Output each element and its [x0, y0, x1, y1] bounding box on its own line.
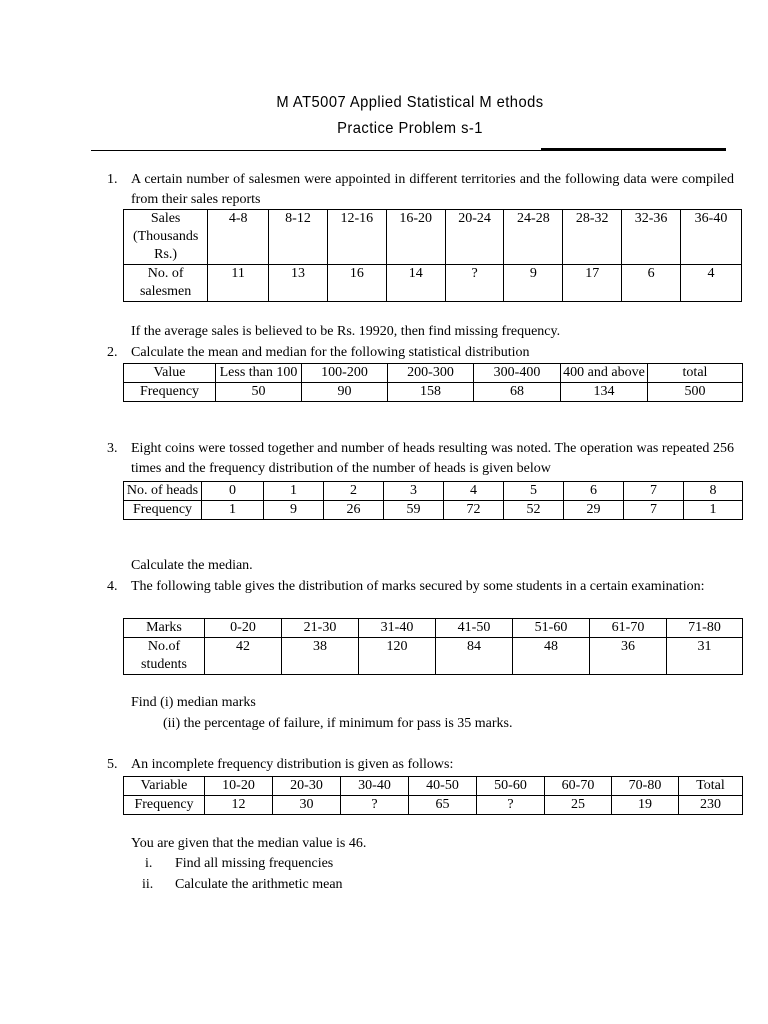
table-cell: 71-80	[667, 619, 743, 638]
table-cell: 48	[513, 638, 590, 675]
table-cell: 52	[504, 501, 564, 520]
table-cell: 0	[202, 482, 264, 501]
table-cell: 13	[269, 265, 328, 302]
table-cell: 1	[684, 501, 743, 520]
table-cell: 60-70	[545, 777, 612, 796]
table-cell: Total	[679, 777, 743, 796]
table-cell: 16	[327, 265, 386, 302]
table-cell: 24-28	[504, 210, 563, 265]
page-subtitle: Practice Problem s-1	[337, 120, 483, 137]
question-3-instruction: Calculate the median.	[131, 558, 253, 573]
table-cell: 4-8	[208, 210, 269, 265]
table-row	[124, 619, 743, 638]
table-cell: 12	[205, 796, 273, 815]
question-5-sub-ii-number: ii.	[142, 877, 154, 892]
table-cell: 61-70	[590, 619, 667, 638]
table-cell: 12-16	[327, 210, 386, 265]
table-cell: 5	[504, 482, 564, 501]
coin-heads-table	[123, 481, 743, 520]
table-cell: 19	[612, 796, 679, 815]
table-cell: 400 and above	[561, 364, 648, 383]
question-1-text: A certain number of salesmen were appointed in different territories and the following data were compiled from their sales reports	[131, 172, 734, 207]
table-cell: 9	[504, 265, 563, 302]
question-3-text: Eight coins were tossed together and number of heads resulting was noted. The operation was repeated 256 times and the frequency distribution of the number of heads is given below	[131, 441, 734, 476]
table-cell: 41-50	[436, 619, 513, 638]
table-cell: 500	[648, 383, 743, 402]
question-1-instruction: If the average sales is believed to be Rs. 19920, then find missing frequency.	[131, 324, 561, 339]
table-cell: 6	[564, 482, 624, 501]
table-cell: 6	[622, 265, 681, 302]
value-frequency-table	[123, 363, 743, 402]
table-row	[124, 383, 743, 402]
table-cell: 31	[667, 638, 743, 675]
header-underline	[541, 148, 726, 150]
table-row	[124, 501, 743, 520]
question-2-number: 2.	[107, 345, 118, 360]
table-cell: 84	[436, 638, 513, 675]
table-row-header: No. of salesmen	[124, 265, 208, 302]
marks-table	[123, 618, 743, 675]
table-cell: 200-300	[388, 364, 474, 383]
table-cell: Less than 100	[216, 364, 302, 383]
header-divider	[91, 150, 726, 151]
table-cell: 120	[359, 638, 436, 675]
table-row-header: Frequency	[124, 383, 216, 402]
table-row	[124, 796, 743, 815]
table-cell: 7	[624, 482, 684, 501]
table-cell: 4	[681, 265, 742, 302]
table-row-header: Marks	[124, 619, 205, 638]
table-cell: 29	[564, 501, 624, 520]
table-cell: 32-36	[622, 210, 681, 265]
table-cell: 0-20	[205, 619, 282, 638]
table-row	[124, 265, 742, 302]
table-cell: 30	[273, 796, 341, 815]
table-row	[124, 638, 743, 675]
table-cell: 30-40	[341, 777, 409, 796]
table-cell: 21-30	[282, 619, 359, 638]
table-cell: 20-30	[273, 777, 341, 796]
question-3-number: 3.	[107, 441, 118, 456]
table-row-header: No.of students	[124, 638, 205, 675]
table-cell: 9	[264, 501, 324, 520]
table-cell: 1	[202, 501, 264, 520]
question-4-part-i: Find (i) median marks	[131, 695, 256, 710]
question-2-text: Calculate the mean and median for the following statistical distribution	[131, 345, 530, 360]
table-cell: 25	[545, 796, 612, 815]
question-5-sub-ii-text: Calculate the arithmetic mean	[175, 877, 343, 892]
table-cell: 7	[624, 501, 684, 520]
table-cell: 42	[205, 638, 282, 675]
table-row	[124, 777, 743, 796]
table-row-header: Value	[124, 364, 216, 383]
question-4-part-ii: (ii) the percentage of failure, if minimum for pass is 35 marks.	[163, 716, 513, 731]
table-cell: 3	[384, 482, 444, 501]
question-5-number: 5.	[107, 757, 118, 772]
table-row	[124, 364, 743, 383]
table-cell: 1	[264, 482, 324, 501]
table-cell: 50-60	[477, 777, 545, 796]
table-cell: 51-60	[513, 619, 590, 638]
table-cell: 28-32	[563, 210, 622, 265]
table-cell: 134	[561, 383, 648, 402]
table-row-header: Variable	[124, 777, 205, 796]
table-cell: 31-40	[359, 619, 436, 638]
table-row	[124, 482, 743, 501]
table-row-header: Frequency	[124, 796, 205, 815]
table-cell: 10-20	[205, 777, 273, 796]
table-cell: 65	[409, 796, 477, 815]
table-cell: ?	[445, 265, 504, 302]
table-cell: 26	[324, 501, 384, 520]
table-cell: 50	[216, 383, 302, 402]
question-4-text: The following table gives the distribution of marks secured by some students in a certain examination:	[131, 579, 705, 594]
table-cell: 230	[679, 796, 743, 815]
table-cell: ?	[341, 796, 409, 815]
question-4-number: 4.	[107, 579, 118, 594]
question-5-sub-i-text: Find all missing frequencies	[175, 856, 334, 871]
table-cell: 14	[386, 265, 445, 302]
table-cell: 72	[444, 501, 504, 520]
table-row-header: No. of heads	[124, 482, 202, 501]
table-cell: 59	[384, 501, 444, 520]
sales-table	[123, 209, 742, 302]
table-cell: 38	[282, 638, 359, 675]
page-title: M AT5007 Applied Statistical M ethods	[276, 94, 544, 111]
table-cell: 11	[208, 265, 269, 302]
table-cell: 2	[324, 482, 384, 501]
table-cell: 40-50	[409, 777, 477, 796]
question-1-number: 1.	[107, 172, 118, 187]
question-5-sub-i-number: i.	[145, 856, 153, 871]
table-row	[124, 210, 742, 265]
table-cell: 36	[590, 638, 667, 675]
question-5-text: An incomplete frequency distribution is given as follows:	[131, 757, 454, 772]
table-cell: 68	[474, 383, 561, 402]
table-cell: 36-40	[681, 210, 742, 265]
table-row-header: Frequency	[124, 501, 202, 520]
table-cell: 20-24	[445, 210, 504, 265]
table-cell: 90	[302, 383, 388, 402]
table-cell: 8-12	[269, 210, 328, 265]
variable-frequency-table	[123, 776, 743, 815]
table-cell: ?	[477, 796, 545, 815]
table-cell: 17	[563, 265, 622, 302]
table-cell: 300-400	[474, 364, 561, 383]
table-cell: 70-80	[612, 777, 679, 796]
table-cell: total	[648, 364, 743, 383]
table-row-header: Sales (Thousands Rs.)	[124, 210, 208, 265]
table-cell: 4	[444, 482, 504, 501]
table-cell: 158	[388, 383, 474, 402]
table-cell: 8	[684, 482, 743, 501]
table-cell: 16-20	[386, 210, 445, 265]
table-cell: 100-200	[302, 364, 388, 383]
question-5-given: You are given that the median value is 46.	[131, 836, 367, 851]
